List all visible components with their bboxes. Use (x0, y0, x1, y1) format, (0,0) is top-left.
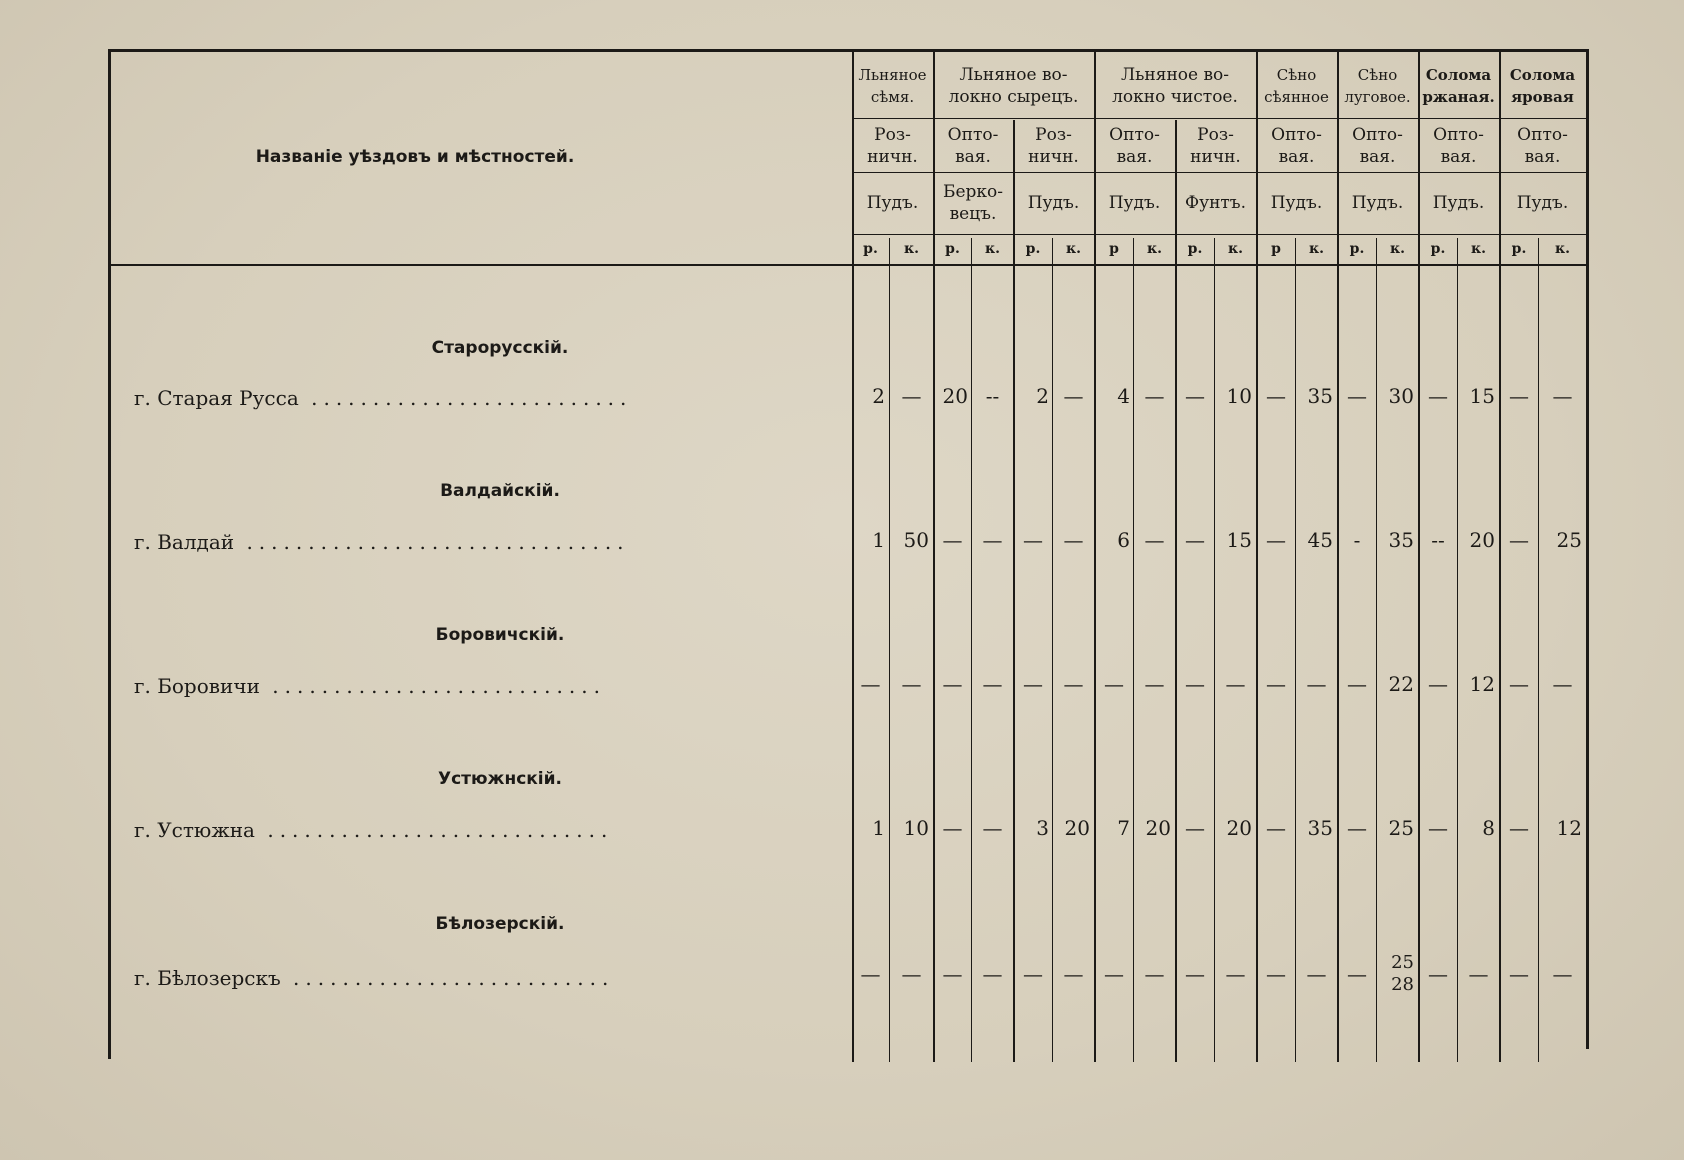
col-sep (1013, 120, 1015, 1062)
group-header-line1: Льняное во- (1120, 65, 1230, 85)
sale-type-line1: Опто- (1271, 125, 1322, 145)
rk-sep (1376, 238, 1377, 1062)
value-cell: 20 (1469, 528, 1495, 552)
sale-type (933, 124, 1013, 168)
value-cell: 8 (1482, 816, 1495, 840)
group-header-line2: ржаная. (1422, 88, 1495, 106)
value-cell: 6 (1117, 528, 1130, 552)
place-name: г. Валдай ............................... (134, 530, 630, 554)
value-cell: — (1509, 962, 1529, 986)
left-rule (108, 49, 111, 1059)
value-cell: 20 (1145, 816, 1171, 840)
currency-label: к. (1471, 241, 1486, 257)
value-cell: — (1428, 816, 1448, 840)
sale-type-line1: Опто- (1109, 125, 1160, 145)
value-cell: — (1063, 528, 1084, 552)
value-cell: — (982, 672, 1003, 696)
group-header (933, 64, 1094, 108)
value-cell: — (1063, 962, 1084, 986)
value-cell: — (1347, 816, 1367, 840)
unit: Пудъ. (1432, 193, 1485, 213)
currency-label: к. (1555, 241, 1570, 257)
place-name: г. Старая Русса .......................... (134, 386, 633, 410)
value-cell: — (901, 672, 922, 696)
value-cell: 12 (1469, 672, 1495, 696)
unit: Пудъ. (1351, 193, 1404, 213)
value-cell: 1 (872, 816, 885, 840)
value-cell: — (1185, 816, 1205, 840)
district-heading: Боровичскiй. (435, 625, 565, 645)
value-cell: — (1266, 962, 1286, 986)
place-name: г. Боровичи ........................... (134, 674, 606, 698)
value-cell: — (1552, 672, 1573, 696)
value-cell: — (942, 672, 963, 696)
group-header-line2: локно сырецъ. (948, 87, 1079, 107)
value-cell: — (1306, 962, 1327, 986)
district-heading: Старорусскiй. (431, 338, 569, 358)
value-cell: — (1063, 672, 1084, 696)
currency-label: р. (1349, 241, 1365, 257)
value-cell: — (1144, 384, 1165, 408)
group-header (852, 64, 933, 108)
unit: Пудъ. (1270, 193, 1323, 213)
value-cell: 35 (1307, 384, 1333, 408)
currency-label: к. (904, 241, 919, 257)
place-name: г. Устюжна ............................ (134, 818, 614, 842)
col-sep (1175, 120, 1177, 1062)
value-cell: — (1468, 962, 1489, 986)
group-header-line2: яровая (1511, 88, 1574, 106)
value-cell: — (1225, 672, 1246, 696)
sale-type (1499, 124, 1586, 168)
value-cell: 20 (942, 384, 968, 408)
value-cell: — (1266, 816, 1286, 840)
value-cell: — (1104, 672, 1124, 696)
place-name: г. Бѣлозерскъ .......................... (134, 966, 615, 990)
value-cell: — (1306, 672, 1327, 696)
value-cell: — (942, 962, 963, 986)
value-cell: — (1185, 384, 1205, 408)
value-cell: — (982, 528, 1003, 552)
value-cell: 10 (1226, 384, 1252, 408)
sale-type-line2: вая. (1359, 147, 1396, 167)
place-label: г. Боровичи (134, 674, 260, 698)
group-header-line2: луговое. (1344, 88, 1411, 106)
sale-type-line2: вая. (1116, 147, 1153, 167)
currency-label: р. (1187, 241, 1203, 257)
sale-type-line2: ничн. (1190, 147, 1241, 167)
currency-label: р. (1511, 241, 1527, 257)
rk-sep (1295, 238, 1296, 1062)
district-heading: Бѣлозерскiй. (435, 914, 565, 934)
group-header (1337, 64, 1418, 108)
value-cell: 20 (1064, 816, 1090, 840)
value-cell: — (1185, 962, 1205, 986)
currency-label: к. (1147, 241, 1162, 257)
value-cell: 25 (1556, 528, 1582, 552)
value-cell: 10 (903, 816, 929, 840)
top-rule (108, 49, 1588, 52)
unit: Пудъ. (1027, 193, 1080, 213)
sale-type-line2: ничн. (1028, 147, 1079, 167)
currency-label: к. (1390, 241, 1405, 257)
value-cell: — (1266, 384, 1286, 408)
sale-type-line2: вая. (955, 147, 991, 167)
value-cell: — (1552, 384, 1573, 408)
currency-label: р. (863, 241, 878, 257)
value-cell: — (1509, 384, 1529, 408)
sale-type (852, 124, 933, 168)
header-rule (852, 172, 1586, 173)
currency-label: р (1109, 241, 1119, 257)
value-cell: 1 (872, 528, 885, 552)
value-cell: — (1144, 528, 1165, 552)
sale-type-line1: Опто- (947, 125, 999, 145)
value-cell: — (860, 672, 881, 696)
value-cell: — (1428, 384, 1448, 408)
value-cell: — (1347, 962, 1367, 986)
value-cell: 35 (1307, 816, 1333, 840)
value-cell: — (982, 962, 1003, 986)
header-rule (852, 234, 1586, 235)
group-header-line2: сѣмя. (870, 88, 915, 106)
place-label: г. Старая Русса (134, 386, 299, 410)
value-cell: — (1063, 384, 1084, 408)
value-cell: — (982, 816, 1003, 840)
value-cell: — (1266, 528, 1286, 552)
place-label: г. Бѣлозерскъ (134, 966, 281, 990)
sale-type-line1: Роз- (1035, 125, 1072, 145)
value-cell: — (1144, 962, 1165, 986)
value-cell: -- (1431, 528, 1445, 552)
currency-label: к. (1228, 241, 1243, 257)
rk-sep (971, 238, 972, 1062)
name-column-header: Названiе уѣздовъ и мѣстностей. (255, 147, 575, 167)
sale-type-line2: вая. (1440, 147, 1477, 167)
sale-type-line1: Опто- (1352, 125, 1403, 145)
currency-label: к. (1066, 241, 1081, 257)
value-cell: 15 (1226, 528, 1252, 552)
rk-sep (889, 238, 890, 1062)
value-cell: 4 (1117, 384, 1130, 408)
value-cell: — (1185, 672, 1205, 696)
value-cell: — (1509, 528, 1529, 552)
sale-type (1175, 124, 1256, 168)
sale-type-line2: ничн. (867, 147, 918, 167)
value-cell: - (1353, 528, 1361, 552)
value-cell: 20 (1226, 816, 1252, 840)
sale-type (1013, 124, 1094, 168)
unit: Пудъ. (1516, 193, 1569, 213)
value-cell: — (1428, 672, 1448, 696)
rk-sep (1214, 238, 1215, 1062)
value-cell: — (942, 816, 963, 840)
rk-sep (1052, 238, 1053, 1062)
group-header-line1: Солома (1425, 66, 1492, 84)
value-cell: — (901, 962, 922, 986)
value-cell: 12 (1556, 816, 1582, 840)
group-header-line1: Сѣно (1357, 66, 1398, 84)
unit: Фунтъ. (1184, 193, 1247, 213)
sale-type-line1: Опто- (1433, 125, 1484, 145)
right-rule (1586, 49, 1589, 1049)
value-cell: 15 (1469, 384, 1495, 408)
rk-sep (1457, 238, 1458, 1062)
value-cell: 45 (1307, 528, 1333, 552)
value-cell: 25 28 (1391, 952, 1414, 995)
value-cell: -- (985, 384, 1000, 408)
currency-label: р. (1430, 241, 1446, 257)
sale-type-line1: Роз- (874, 125, 911, 145)
group-header-line1: Сѣно (1276, 66, 1317, 84)
value-cell: — (1347, 672, 1367, 696)
currency-label: к. (1309, 241, 1324, 257)
group-header-line2: сѣянное (1264, 88, 1329, 106)
group-header (1418, 64, 1499, 108)
group-header (1094, 64, 1256, 108)
district-heading: Устюжнскiй. (437, 769, 563, 789)
value-cell: 25 (1388, 816, 1414, 840)
rk-sep (1133, 238, 1134, 1062)
unit: Берко- вецъ. (942, 182, 1004, 224)
value-cell: — (1428, 962, 1448, 986)
header-rule (852, 118, 1586, 119)
value-cell: 35 (1388, 528, 1414, 552)
value-cell: — (1104, 962, 1124, 986)
group-header-line1: Солома (1509, 66, 1576, 84)
district-heading: Валдайскiй. (440, 481, 560, 501)
unit: Пудъ. (866, 193, 919, 213)
sale-type-line1: Опто- (1517, 125, 1568, 145)
sale-type-line2: вая. (1278, 147, 1315, 167)
group-header-line1: Льняное (858, 66, 927, 84)
value-cell: — (1023, 672, 1043, 696)
value-cell: 3 (1036, 816, 1049, 840)
value-cell: 30 (1388, 384, 1414, 408)
value-cell: — (1144, 672, 1165, 696)
place-label: г. Устюжна (134, 818, 255, 842)
currency-label: к. (985, 241, 1000, 257)
value-cell: — (1509, 816, 1529, 840)
value-cell: 2 (872, 384, 885, 408)
value-cell: — (1023, 528, 1043, 552)
group-header (1256, 64, 1337, 108)
group-header-line1: Льняное во- (959, 65, 1068, 85)
sale-type (1418, 124, 1499, 168)
value-cell: 7 (1117, 816, 1130, 840)
value-cell: — (1347, 384, 1367, 408)
rk-sep (1538, 238, 1539, 1062)
sale-type-line1: Роз- (1197, 125, 1234, 145)
sale-type (1094, 124, 1175, 168)
value-cell: 22 (1388, 672, 1414, 696)
value-cell: — (1225, 962, 1246, 986)
sale-type (1337, 124, 1418, 168)
value-cell: — (860, 962, 881, 986)
value-cell: — (942, 528, 963, 552)
currency-label: р (1271, 241, 1281, 257)
place-label: г. Валдай (134, 530, 235, 554)
currency-label: р. (1025, 241, 1041, 257)
value-cell: — (1509, 672, 1529, 696)
unit: Пудъ. (1108, 193, 1161, 213)
header-bottom-rule (108, 264, 1588, 266)
value-cell: — (1552, 962, 1573, 986)
group-header-line2: локно чистое. (1112, 87, 1238, 107)
value-cell: — (1185, 528, 1205, 552)
value-cell: 2 (1036, 384, 1049, 408)
sale-type-line2: вая. (1524, 147, 1561, 167)
sale-type (1256, 124, 1337, 168)
value-cell: — (1266, 672, 1286, 696)
currency-label: р. (945, 241, 960, 257)
value-cell: 50 (903, 528, 929, 552)
value-cell: — (901, 384, 922, 408)
value-cell: — (1023, 962, 1043, 986)
group-header (1499, 64, 1586, 108)
